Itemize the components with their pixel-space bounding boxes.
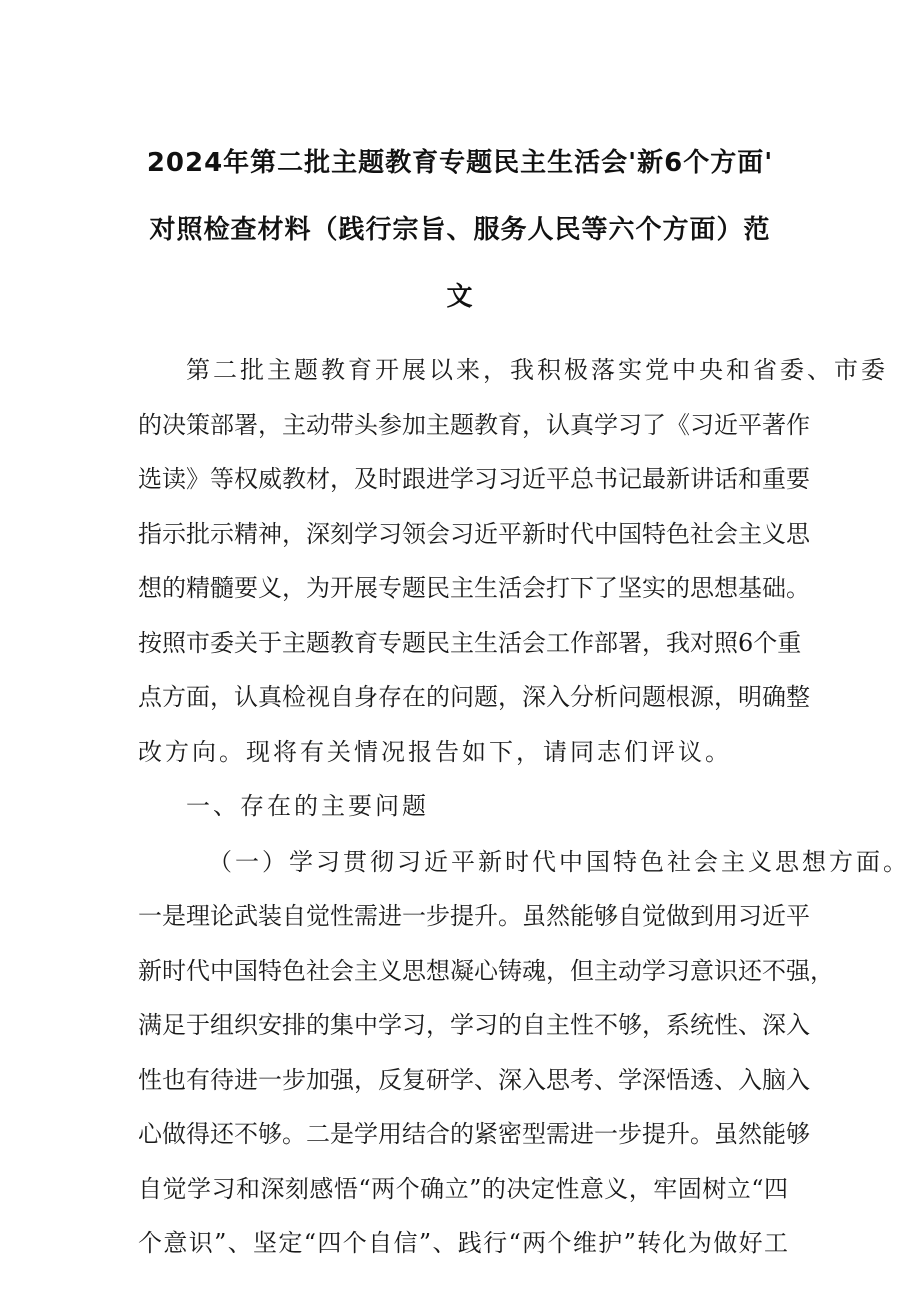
- paragraph-line: 想的精髓要义，为开展专题民主生活会打下了坚实的思想基础。: [138, 574, 810, 602]
- paragraph-line: 改方向。现将有关情况报告如下，请同志们评议。: [138, 738, 732, 766]
- section-heading: 一、存在的主要问题: [186, 792, 429, 820]
- paragraph-line: 第二批主题教育开展以来，我积极落实党中央和省委、市委: [186, 356, 888, 384]
- paragraph-line: 的决策部署，主动带头参加主题教育，认真学习了《习近平著作: [138, 411, 810, 439]
- paragraph-line: 指示批示精神，深刻学习领会习近平新时代中国特色社会主义思: [138, 520, 810, 548]
- paragraph-line: 满足于组织安排的集中学习，学习的自主性不够，系统性、深入: [138, 1011, 810, 1039]
- paragraph-line: 新时代中国特色社会主义思想凝心铸魂，但主动学习意识还不强，: [138, 957, 834, 985]
- paragraph-line: 选读》等权威教材，及时跟进学习习近平总书记最新讲话和重要: [138, 465, 810, 493]
- subsection-heading: （一）学习贯彻习近平新时代中国特色社会主义思想方面。: [208, 848, 910, 876]
- paragraph-line: 自觉学习和深刻感悟“两个确立”的决定性意义，牢固树立“四: [138, 1175, 788, 1203]
- paragraph-line: 点方面，认真检视自身存在的问题，深入分析问题根源，明确整: [138, 683, 810, 711]
- document-title-line-3: 文: [446, 282, 474, 312]
- paragraph-line: 按照市委关于主题教育专题民主生活会工作部署，我对照6个重: [138, 629, 802, 657]
- document-title-line-1: 2024年第二批主题教育专题民主生活会'新6个方面': [146, 148, 774, 178]
- paragraph-line: 一是理论武装自觉性需进一步提升。虽然能够自觉做到用习近平: [138, 902, 810, 930]
- document-title-line-2: 对照检查材料（践行宗旨、服务人民等六个方面）范: [149, 215, 771, 245]
- paragraph-line: 性也有待进一步加强，反复研学、深入思考、学深悟透、入脑入: [138, 1066, 810, 1094]
- paragraph-line: 个意识”、坚定“四个自信”、践行“两个维护”转化为做好工: [138, 1229, 788, 1257]
- paragraph-line: 心做得还不够。二是学用结合的紧密型需进一步提升。虽然能够: [138, 1120, 810, 1148]
